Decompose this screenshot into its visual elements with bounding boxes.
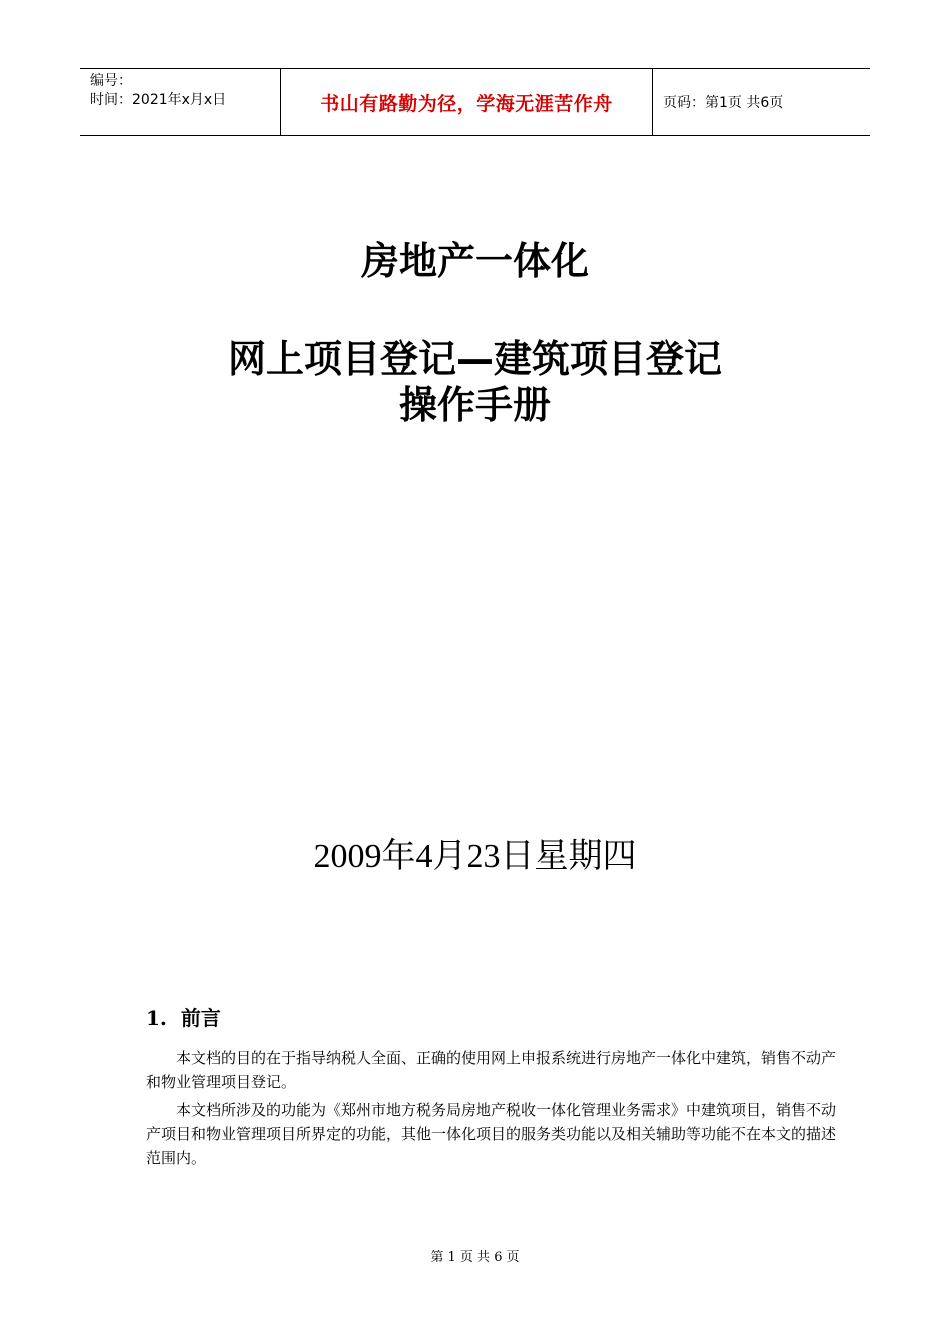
motto-text: 书山有路勤为径，学海无涯苦作舟 xyxy=(320,92,613,115)
section-number: 1. xyxy=(146,1006,167,1030)
document-date: 2009年4月23日星期四 xyxy=(313,838,637,875)
section-title: 前言 xyxy=(180,1006,221,1030)
title-line-1: 房地产一体化 xyxy=(360,239,589,283)
section-heading xyxy=(146,1002,221,1031)
number-label: 编号： xyxy=(90,73,132,89)
page-footer: 第 1 页 共 6 页 xyxy=(430,1250,520,1265)
header-motto-cell xyxy=(281,69,653,135)
paragraph: 本文档所涉及的功能为《郑州市地方税务局房地产税收一体化管理业务需求》中建筑项目，销售不动产项目和物业管理项目所界定的功能，其他一体化项目的服务类功能以及相关辅助等功能不在本文的描述范围内。 xyxy=(146,1101,837,1167)
paragraph: 本文档的目的在于指导纳税人全面、正确的使用网上申报系统进行房地产一体化中建筑，销售不动产和物业管理项目登记。 xyxy=(146,1049,837,1091)
title-line-3: 操作手册 xyxy=(398,383,551,427)
document-header xyxy=(80,68,870,136)
header-meta-cell xyxy=(80,69,281,135)
title-line-2: 网上项目登记—建筑项目登记 xyxy=(227,337,722,381)
time-label: 时间：2021年x月x日 xyxy=(90,92,227,108)
page-info: 页码：第1页 共6页 xyxy=(663,95,784,111)
header-page-cell xyxy=(653,69,870,135)
